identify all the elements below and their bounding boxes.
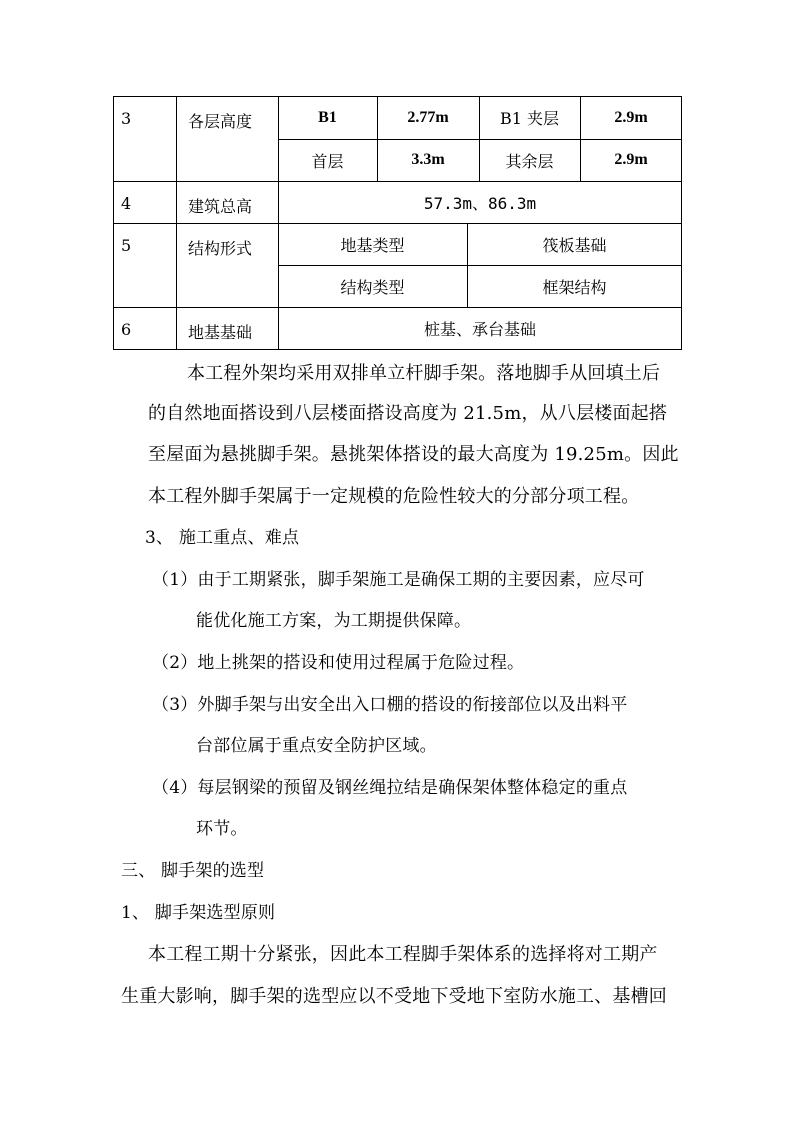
list-item-continued: 环节。: [196, 819, 248, 839]
cell-floor-others: 其余层: [505, 151, 554, 171]
paragraph-line: 生重大影响，脚手架的选型应以不受地下受地下室防水施工、基槽回: [121, 986, 667, 1007]
cell-structure-type-value: 框架结构: [542, 277, 607, 297]
cell-height-ground: 3.3m: [411, 151, 445, 168]
list-item: （4）每层钢梁的预留及钢丝绳拉结是确保架体整体稳定的重点: [152, 778, 628, 798]
list-item: （1）由于工期紧张，脚手架施工是确保工期的主要因素，应尽可: [152, 570, 645, 590]
row-label: 各层高度: [188, 112, 253, 131]
subsection-heading: 3、 施工重点、难点: [145, 528, 300, 548]
paragraph-line: 至屋面为悬挑脚手架。悬挑架体搭设的最大高度为 19.25m。因此: [148, 444, 679, 465]
cell-foundation-type-value: 筏板基础: [542, 235, 607, 255]
cell-floor-b1-mezz: B1 夹层: [499, 109, 560, 128]
row-label: 地基基础: [188, 323, 253, 342]
paragraph-line: 本工程外脚手架属于一定规模的危险性较大的分部分项工程。: [148, 486, 640, 507]
list-item-continued: 台部位属于重点安全防护区域。: [196, 736, 437, 756]
list-item-continued: 能优化施工方案，为工期提供保障。: [196, 611, 472, 631]
cell-height-b1-mezz: 2.9m: [614, 108, 648, 126]
cell-height-b1: 2.77m: [407, 108, 449, 126]
cell-foundation-type-key: 地基类型: [340, 235, 405, 255]
cell-total-height: 57.3m、86.3m: [423, 193, 537, 213]
paragraph-line: 本工程外架均采用双排单立杆脚手架。落地脚手从回填土后: [187, 363, 661, 384]
cell-foundation: 桩基、承台基础: [423, 319, 536, 339]
row-label: 建筑总高: [188, 197, 253, 216]
spec-table: [113, 96, 682, 350]
cell-structure-type-key: 结构类型: [340, 277, 405, 297]
cell-floor-b1: B1: [318, 108, 337, 126]
cell-floor-ground: 首层: [311, 151, 344, 171]
paragraph-line: 的自然地面搭设到八层楼面搭设高度为 21.5m，从八层楼面起搭: [148, 403, 668, 424]
row-number: 3: [121, 109, 132, 128]
paragraph-line: 本工程工期十分紧张，因此本工程脚手架体系的选择将对工期产: [148, 944, 658, 965]
section-heading: 三、 脚手架的选型: [121, 861, 265, 881]
cell-height-others: 2.9m: [614, 151, 648, 168]
list-item: （3）外脚手架与出安全出入口棚的搭设的衔接部位以及出料平: [152, 695, 628, 715]
row-number: 6: [121, 320, 132, 339]
subsection-heading: 1、 脚手架选型原则: [121, 903, 276, 923]
row-number: 5: [121, 236, 132, 255]
row-number: 4: [121, 194, 132, 213]
list-item: （2）地上挑架的搭设和使用过程属于危险过程。: [152, 653, 525, 673]
row-label: 结构形式: [188, 239, 253, 258]
